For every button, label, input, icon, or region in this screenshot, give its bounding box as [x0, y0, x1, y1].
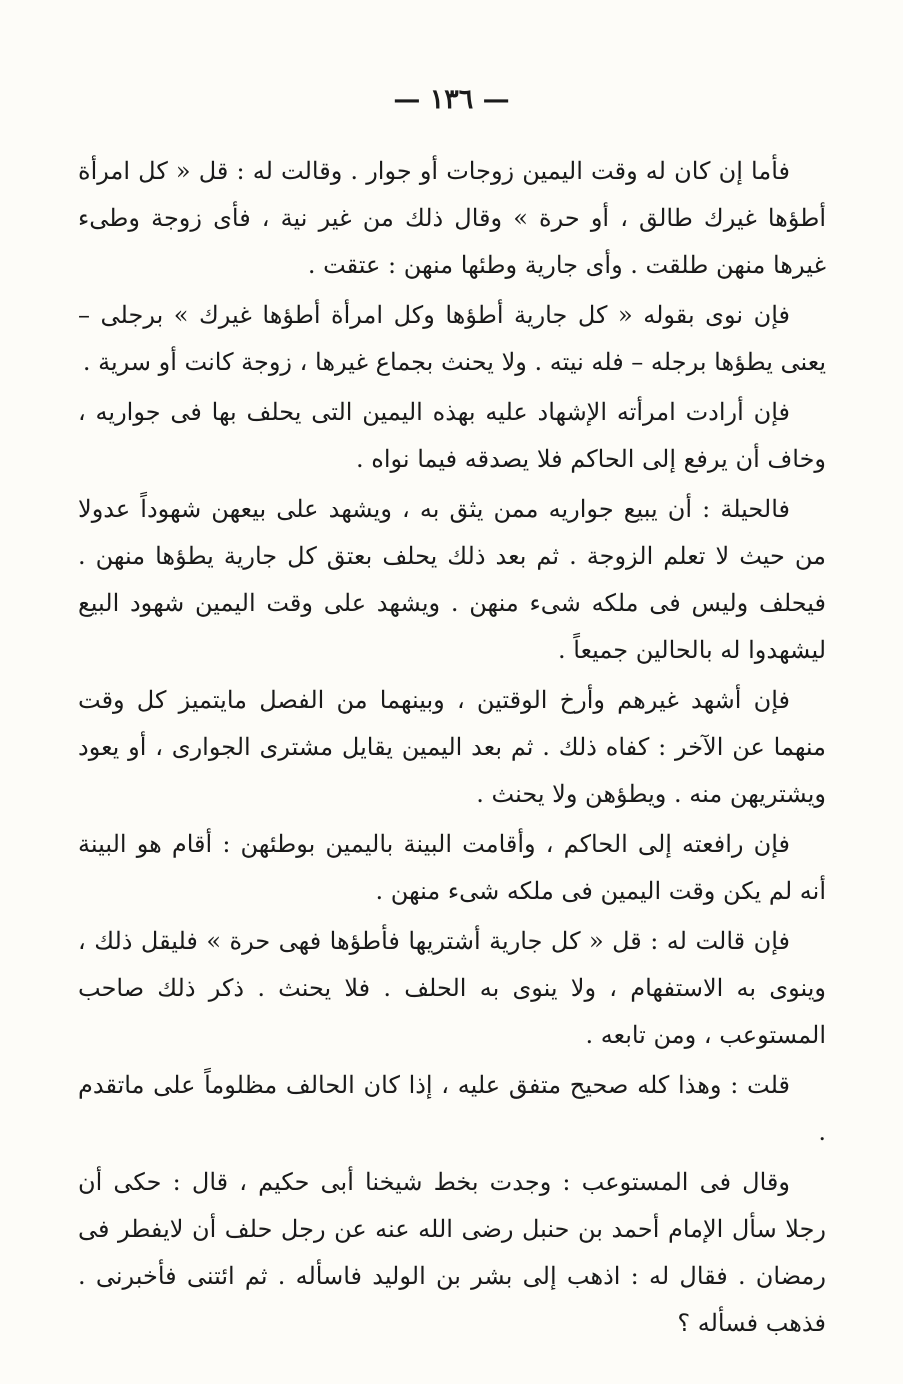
body-text	[78, 148, 826, 1347]
paragraph-1: فأما إن كان له وقت اليمين زوجات أو جوار . وقالت له : قل « كل امرأة أطؤها غيرك طالق ، أو حرة » وقال ذلك من غير نية ، فأى زوجة وطىء غيرها منهن طلقت . وأى جارية وطئها منهن : عتقت .	[78, 157, 826, 279]
paragraph-4: فالحيلة : أن يبيع جواريه ممن يثق به ، ويشهد على بيعهن شهوداً عدولا من حيث لا تعلم الزوجة . ثم بعد ذلك يحلف بعتق كل جارية يطؤها منهن . فيحلف وليس فى ملكه شىء منهن . ويشهد على وقت اليمين شهود البيع ليشهدوا له بالحالين جميعاً .	[78, 495, 826, 664]
paragraph-8: قلت : وهذا كله صحيح متفق عليه ، إذا كان الحالف مظلوماً على ماتقدم .	[78, 1071, 826, 1146]
paragraph-9: وقال فى المستوعب : وجدت بخط شيخنا أبى حكيم ، قال : حكى أن رجلا سأل الإمام أحمد بن حنبل رضى الله عنه عن رجل حلف أن لايفطر فى رمضان . فقال له : اذهب إلى بشر بن الوليد فاسأله . ثم ائتنى فأخبرنى . فذهب فسأله ؟	[78, 1168, 826, 1337]
paragraph-5: فإن أشهد غيرهم وأرخ الوقتين ، وبينهما من الفصل مايتميز كل وقت منهما عن الآخر : كفاه ذلك . ثم بعد اليمين يقايل مشترى الجوارى ، أو يعود ويشتريهن منه . ويطؤهن ولا يحنث .	[78, 686, 826, 808]
paragraph-7: فإن قالت له : قل « كل جارية أشتريها فأطؤها فهى حرة » فليقل ذلك ، وينوى به الاستفهام ، ولا ينوى به الحلف . فلا يحنث . ذكر ذلك صاحب المستوعب ، ومن تابعه .	[78, 927, 826, 1049]
page-number: — ١٣٦ —	[393, 84, 510, 115]
paragraph-3: فإن أرادت امرأته الإشهاد عليه بهذه اليمين التى يحلف بها فى جواريه ، وخاف أن يرفع إلى الحاكم فلا يصدقه فيما نواه .	[78, 398, 826, 473]
paragraph-6: فإن رافعته إلى الحاكم ، وأقامت البينة باليمين بوطئهن : أقام هو البينة أنه لم يكن وقت اليمين فى ملكه شىء منهن .	[78, 830, 826, 905]
paragraph-2: فإن نوى بقوله « كل جارية أطؤها وكل امرأة أطؤها غيرك » برجلى – يعنى يطؤها برجله – فله نيته . ولا يحنث بجماع غيرها ، زوجة كانت أو سرية .	[78, 301, 826, 376]
